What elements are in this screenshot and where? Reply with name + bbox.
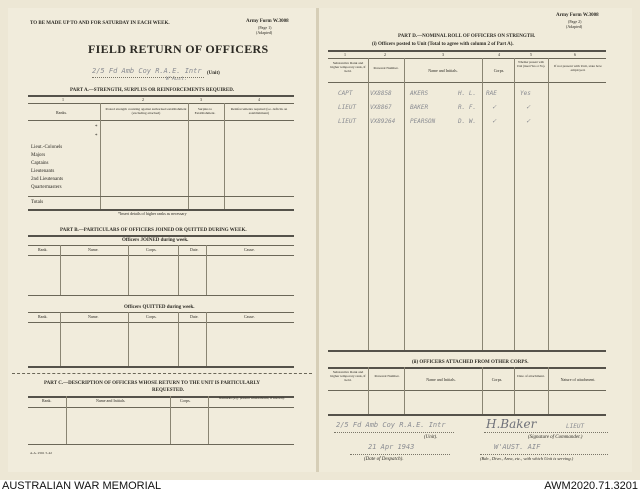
officer-initials: H. L. [458, 90, 477, 97]
form-adapted-right: (Adapted) [566, 24, 583, 29]
unit-handwritten-right: 2/5 Fd Amb Coy R.A.E. Intr [336, 421, 446, 429]
page-fold [316, 8, 319, 472]
part-a-head-rule [28, 120, 294, 121]
part-b-bottom-rule [28, 366, 294, 368]
att-vline-4 [514, 367, 515, 414]
officer-present: Yes [520, 90, 531, 97]
part-a-head-ranks: Ranks. [56, 110, 67, 115]
footer-source: AUSTRALIAN WAR MEMORIAL [2, 480, 162, 492]
signature-rank: LIEUT [566, 423, 585, 430]
quitted-col-corps: Corps. [146, 314, 157, 319]
quitted-vline-4 [206, 312, 207, 366]
bde-handwritten: W'AUST. AIF [494, 443, 541, 451]
part-d-title: PART D.—NOMINAL ROLL OF OFFICERS ON STRENGTH. [398, 34, 536, 39]
part-d-bottom-rule [328, 350, 606, 352]
unit-label-right: (Unit). [424, 435, 438, 440]
part-c-bottom-rule [28, 444, 294, 445]
rank-majors: Majors [31, 153, 46, 158]
date-label: (Date of Despatch). [364, 457, 404, 462]
unit-label-left: (Unit) [207, 71, 220, 76]
d-vline-5 [548, 58, 549, 350]
part-c-cut-line [12, 373, 312, 374]
part-a-star-1: * [95, 125, 98, 130]
part-c-col-remarks: Remarks (e.g. present whereabouts, if known). [219, 396, 285, 400]
officer-corps: ✓ [492, 103, 497, 111]
attached-bottom-rule [328, 414, 606, 416]
d-vline-3 [482, 58, 483, 350]
form-adapted-left: (Adapted) [256, 30, 273, 35]
unit-line-right [334, 432, 454, 433]
form-page-right: (Page 2) [568, 19, 582, 24]
d-head-notpresent: If not present with Unit, state how employed. [554, 64, 602, 73]
d-head-rank: Substantive Rank and higher temporary rank, if held. [330, 61, 366, 74]
d-colnum-1: 1 [344, 52, 346, 57]
attached-head-rule [328, 390, 606, 391]
att-vline-2 [404, 367, 405, 414]
part-a-colnum-1: 1 [62, 97, 64, 102]
officer-initials: R. F. [458, 104, 477, 111]
part-a-top-rule [28, 95, 294, 97]
officer-number: VX8867 [370, 104, 392, 111]
bde-label: (Bde., Divn., Area, etc., with which Unit is serving.) [480, 456, 574, 461]
joined-col-corps: Corps. [146, 247, 157, 252]
officer-corps: RAE [486, 90, 497, 97]
joined-col-date: Date. [190, 247, 199, 252]
part-a-colnum-2: 2 [142, 97, 144, 102]
joined-vline-1 [60, 245, 61, 295]
unit-handwritten-left: 2/5 Fd Amb Coy R.A.E. Intr [92, 67, 202, 75]
d-vline-4 [514, 58, 515, 350]
part-a-vline-3 [224, 103, 225, 209]
quitted-vline-3 [178, 312, 179, 366]
quitted-vline-2 [128, 312, 129, 366]
posted-title: (i) Officers posted to Unit (Total to agree with column 2 of Part A). [372, 42, 514, 47]
part-a-head-surplus: Surplus to Establishment. [194, 107, 216, 116]
att-vline-5 [548, 367, 549, 414]
part-a-totals: Totals [31, 200, 44, 205]
d-head-name: Name and Initials. [428, 68, 458, 73]
part-a-head-posted: Posted strength counting against authorised establishment (excluding attached) [105, 107, 187, 116]
part-a-head-reinf: Reinforcements required (i.e. deficits on establishment) [230, 107, 288, 116]
part-d-head-rule [328, 82, 606, 83]
top-note: TO BE MADE UP TO AND FOR SATURDAY IN EACH WEEK. [30, 21, 170, 26]
attached-top-rule [328, 367, 606, 369]
quitted-head-rule [28, 322, 294, 323]
attached-title: (ii) OFFICERS ATTACHED FROM OTHER CORPS. [412, 360, 529, 365]
d-colnum-4: 4 [498, 52, 500, 57]
part-a-vline-1 [100, 103, 101, 209]
att-head-corps: Corps. [491, 377, 503, 382]
form-ref-left: Army Form W.3008 [246, 19, 289, 24]
officer-rank: LIEUT [338, 104, 357, 111]
part-a-colnum-4: 4 [258, 97, 260, 102]
att-head-rank: Substantive Rank and higher temporary rank, if held. [330, 370, 366, 383]
rank-quartermasters: Quartermasters [31, 185, 62, 190]
d-colnum-2: 2 [384, 52, 386, 57]
form-ref-right: Army Form W.3008 [556, 13, 599, 18]
d-colnum-5: 5 [530, 52, 532, 57]
joined-bottom-rule [28, 295, 294, 296]
part-a-footnote: *Insert details of higher ranks as necessary [118, 211, 187, 216]
form-page-left: (Page 1) [258, 25, 272, 30]
joined-col-name: Name. [88, 247, 99, 252]
signature-image: H.Baker [486, 417, 537, 431]
officer-rank: CAPT [338, 90, 353, 97]
unit-handwritten-left-2: W'Aust. [166, 76, 188, 82]
joined-col-rank: Rank. [38, 247, 48, 252]
part-c-title: PART C.—DESCRIPTION OF OFFICERS WHOSE RETURN TO THE UNIT IS PARTICULARLY [44, 381, 260, 386]
part-c-vline-3 [208, 396, 209, 444]
att-head-nature: Nature of attachment. [560, 377, 596, 382]
quitted-rule [28, 312, 294, 313]
part-c-col-rank: Rank. [42, 398, 52, 403]
part-a-num-rule [28, 103, 294, 104]
officer-name: AKERS [410, 90, 429, 97]
part-c-vline-1 [66, 396, 67, 444]
part-d-top-rule [328, 50, 606, 52]
joined-title: Officers JOINED during week. [122, 238, 189, 243]
att-head-name: Name and Initials. [426, 377, 456, 382]
right-page [318, 8, 632, 472]
officer-number: VX8858 [370, 90, 392, 97]
officer-present: ✓ [526, 117, 531, 125]
officer-initials: D. W. [458, 118, 477, 125]
part-c-vline-2 [170, 396, 171, 444]
date-line [350, 454, 450, 455]
part-d-num-rule [328, 58, 606, 59]
joined-col-cause: Cause. [244, 247, 255, 252]
officer-number: VX89264 [370, 118, 396, 125]
rank-2nd-lieutenants: 2nd Lieutenants [31, 177, 64, 182]
quitted-title: Officers QUITTED during week. [124, 305, 195, 310]
part-c-col-name: Name and Initials. [96, 398, 126, 403]
d-vline-2 [404, 58, 405, 350]
officer-present: ✓ [526, 103, 531, 111]
unit-line-left [92, 77, 204, 78]
joined-vline-3 [178, 245, 179, 295]
part-a-vline-2 [188, 103, 189, 209]
att-vline-3 [482, 367, 483, 414]
quitted-vline-1 [60, 312, 61, 366]
rank-lieut-colonels: Lieut.-Colonels [31, 145, 63, 150]
officer-name: PEARSON [410, 118, 436, 125]
signature-label: (Signature of Commander.) [528, 435, 583, 440]
d-head-corps: Corps. [493, 68, 505, 73]
part-a-star-2: * [95, 134, 98, 139]
joined-vline-4 [206, 245, 207, 295]
joined-rule [28, 245, 294, 246]
quitted-col-name: Name. [88, 314, 99, 319]
print-ref: A.A. 2561 5-42 [30, 451, 52, 455]
joined-vline-2 [128, 245, 129, 295]
bde-line [480, 454, 608, 455]
part-c-col-corps: Corps. [180, 398, 191, 403]
part-a-colnum-3: 3 [200, 97, 202, 102]
d-colnum-3: 3 [442, 52, 444, 57]
part-b-top-rule [28, 235, 294, 237]
att-vline-1 [368, 367, 369, 414]
d-vline-1 [368, 58, 369, 350]
part-a-title: PART A.—STRENGTH, SURPLUS OR REINFORCEMENTS REQUIRED. [70, 88, 235, 93]
quitted-col-rank: Rank. [38, 314, 48, 319]
d-colnum-6: 6 [574, 52, 576, 57]
rank-lieutenants: Lieutenants [31, 169, 55, 174]
footer-accession: AWM2020.71.3201 [544, 480, 638, 492]
quitted-col-date: Date. [190, 314, 199, 319]
form-title: FIELD RETURN OF OFFICERS [88, 42, 269, 56]
officer-corps: ✓ [492, 117, 497, 125]
officer-rank: LIEUT [338, 118, 357, 125]
quitted-col-cause: Cause. [244, 314, 255, 319]
d-head-present: Whether present with Unit (insert Yes or No). [516, 60, 546, 68]
rank-captains: Captains [31, 161, 49, 166]
part-c-title-2: REQUESTED. [152, 388, 185, 393]
part-b-title: PART B.—PARTICULARS OF OFFICERS JOINED OR QUITTED DURING WEEK. [60, 228, 247, 233]
date-handwritten: 21 Apr 1943 [368, 443, 415, 451]
officer-name: BAKER [410, 104, 429, 111]
part-c-head-rule [28, 407, 294, 408]
archive-footer [0, 480, 640, 493]
att-head-personal: Personal Number. [374, 374, 400, 378]
d-head-personal: Personal Number. [373, 66, 399, 70]
signature-line [484, 432, 608, 433]
joined-head-rule [28, 255, 294, 256]
part-a-totals-rule [28, 196, 294, 197]
att-head-date: Date of attachment. [517, 374, 545, 378]
